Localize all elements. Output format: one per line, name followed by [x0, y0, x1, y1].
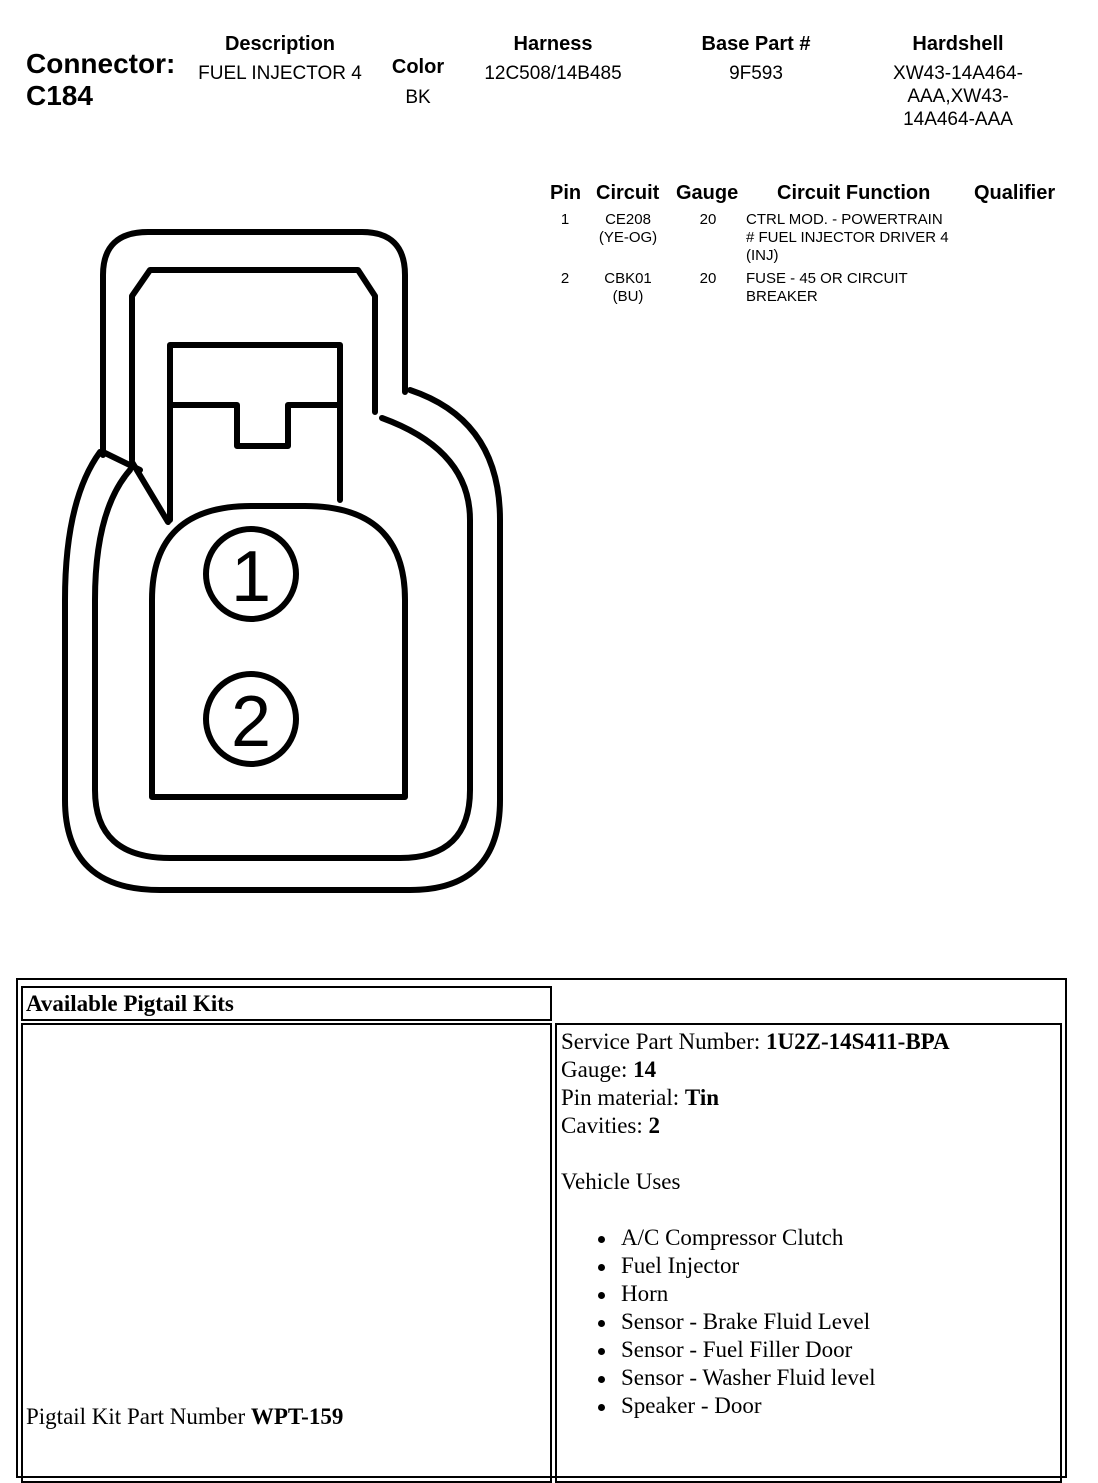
- hardshell-line: 14A464-AAA: [903, 109, 1013, 130]
- description-value: FUEL INJECTOR 4: [198, 63, 362, 84]
- hardshell-value: [858, 62, 1058, 131]
- list-item: Sensor - Washer Fluid level: [561, 1364, 1056, 1392]
- service-part-value: 1U2Z-14S411-BPA: [766, 1029, 950, 1054]
- list-item: Fuel Injector: [561, 1252, 1056, 1280]
- function-col-header: Circuit Function: [777, 182, 931, 204]
- list-item: Sensor - Fuel Filler Door: [561, 1336, 1056, 1364]
- hardshell-line: AAA,XW43-: [907, 86, 1009, 107]
- list-item: Speaker - Door: [561, 1392, 1056, 1420]
- cavities-value: 2: [648, 1113, 661, 1138]
- description-header: Description: [224, 33, 336, 55]
- base-part-header: Base Part #: [701, 33, 811, 55]
- pin-number: 1: [560, 211, 570, 228]
- pin-circuit: [588, 211, 668, 247]
- circuit-color: (BU): [612, 288, 644, 305]
- pigtail-details: [561, 1028, 1056, 1420]
- pigtail-details-cell: [555, 1023, 1062, 1483]
- pin-1-label: 1: [230, 537, 272, 617]
- harness-header: Harness: [513, 33, 593, 55]
- wedge-line: [132, 462, 168, 522]
- cavities-label: Cavities:: [561, 1113, 649, 1138]
- key-notch: [172, 405, 338, 446]
- circuit-col-header: Circuit: [596, 182, 660, 204]
- list-item: Horn: [561, 1280, 1056, 1308]
- pigtail-kit-cell: [21, 1023, 552, 1483]
- base-part-value: 9F593: [729, 63, 783, 84]
- pin-number: 2: [560, 270, 570, 287]
- vehicle-uses-list: [561, 1224, 1056, 1420]
- cavities-line: [561, 1112, 1056, 1140]
- pin-gauge: 20: [699, 211, 717, 228]
- color-header: Color: [391, 56, 445, 78]
- pin-function: [746, 270, 976, 306]
- list-item: A/C Compressor Clutch: [561, 1224, 1056, 1252]
- pin-material-value: Tin: [684, 1085, 720, 1110]
- pin-function: [746, 211, 976, 265]
- gauge-value: 14: [633, 1057, 657, 1082]
- pigtail-title: Available Pigtail Kits: [26, 991, 234, 1016]
- harness-value: 12C508/14B485: [484, 63, 622, 84]
- function-line: # FUEL INJECTOR DRIVER 4: [746, 229, 949, 246]
- list-item: Sensor - Brake Fluid Level: [561, 1308, 1056, 1336]
- qualifier-col-header: Qualifier: [974, 182, 1056, 204]
- color-value: BK: [405, 87, 431, 108]
- kit-number: WPT-159: [250, 1404, 344, 1429]
- service-part-label: Service Part Number:: [561, 1029, 767, 1054]
- connector-label: Connector:: [26, 48, 176, 79]
- pin-material-line: [561, 1084, 1056, 1112]
- pigtail-title-cell: [21, 986, 552, 1021]
- hardshell-line: XW43-14A464-: [893, 63, 1023, 84]
- connector-id: C184: [26, 80, 93, 111]
- function-line: BREAKER: [746, 288, 818, 305]
- pin-gauge: 20: [699, 270, 717, 287]
- pigtail-kit-line: [26, 1403, 343, 1431]
- key-outline: [170, 345, 340, 520]
- pin-circuit: [588, 270, 668, 306]
- gauge-col-header: Gauge: [676, 182, 739, 204]
- kit-label: Pigtail Kit Part Number: [26, 1404, 251, 1429]
- circuit-color: (YE-OG): [598, 229, 658, 246]
- function-line: FUSE - 45 OR CIRCUIT: [746, 270, 908, 287]
- pin-material-label: Pin material:: [561, 1085, 685, 1110]
- pin-2-label: 2: [230, 682, 272, 762]
- function-line: CTRL MOD. - POWERTRAIN: [746, 211, 943, 228]
- pin-col-header: Pin: [550, 182, 582, 204]
- gauge-line: [561, 1056, 1056, 1084]
- gauge-label: Gauge:: [561, 1057, 634, 1082]
- vehicle-uses-label: Vehicle Uses: [561, 1169, 681, 1194]
- connector-diagram: [0, 0, 560, 950]
- service-part-line: [561, 1028, 1056, 1056]
- circuit-id: CE208: [605, 211, 651, 228]
- hardshell-header: Hardshell: [912, 33, 1004, 55]
- circuit-id: CBK01: [604, 270, 652, 287]
- function-line: (INJ): [746, 247, 779, 264]
